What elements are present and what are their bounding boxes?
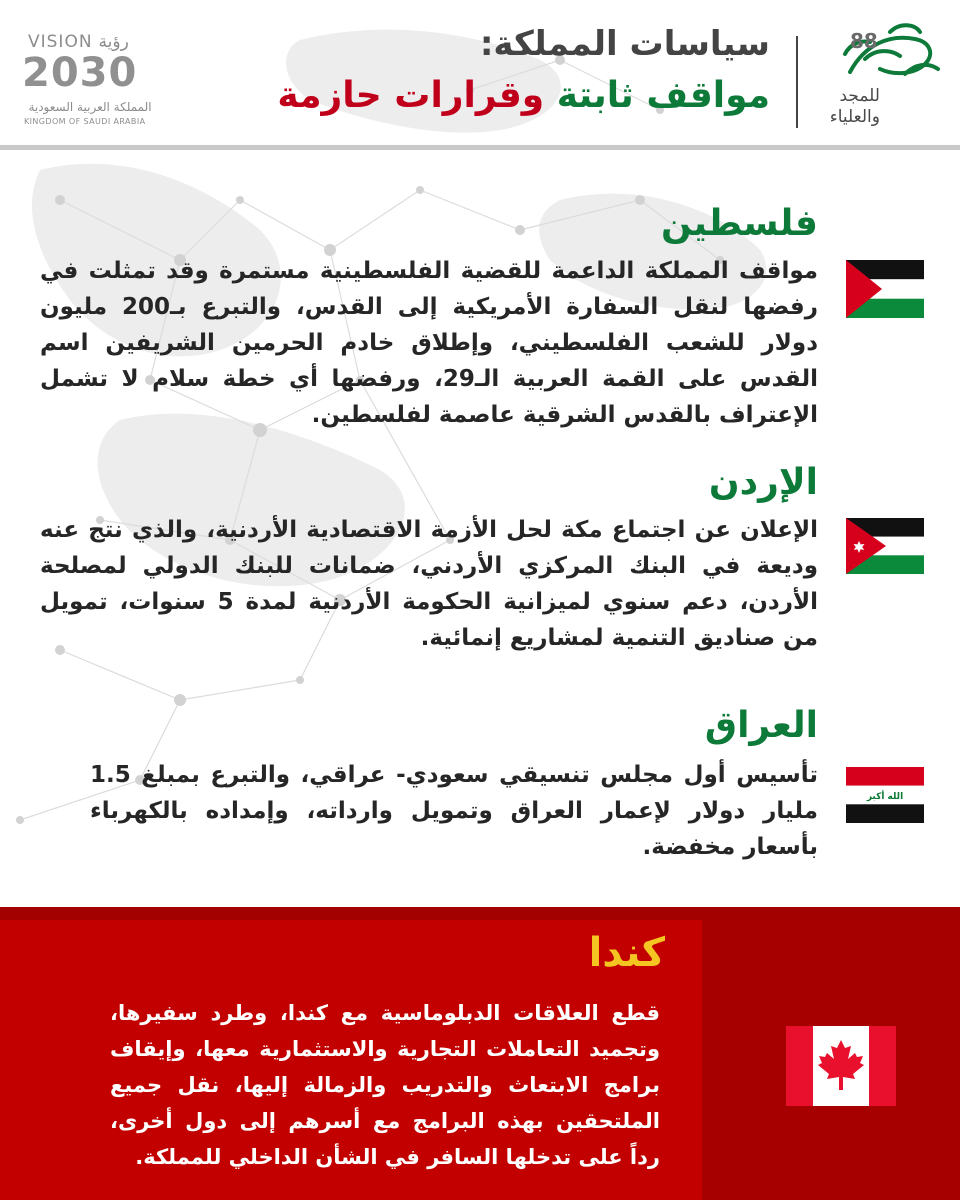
subtitle-red: وقرارات حازمة	[277, 75, 545, 116]
emblem-text-line2: والعلياء	[829, 107, 880, 127]
section-text-canada: قطع العلاقات الدبلوماسية مع كندا، وطرد سفيرها، وتجميد التعاملات التجارية والاستثمارية معها، وإيقاف برامج الابتعاث والتدريب والزمالة إليها، نقل جميع الملتحقين بهذه البرامج مع أسرهم إلى دول أخرى، رداً على تدخلها السافر في الشأن الداخلي للمملكة.	[110, 1001, 660, 1169]
section-title-palestine: فلسطين	[660, 203, 818, 244]
section-title-canada: كندا	[588, 930, 665, 976]
section-text-iraq: تأسيس أول مجلس تنسيقي سعودي- عراقي، والتبرع بمبلغ 1.5 مليار دولار لإعمار العراق وتمويل وارداته، وإمداده بالكهرباء بأسعار مخفضة.	[90, 762, 818, 860]
emblem-text-line1: للمجد	[839, 86, 880, 106]
page-title: سياسات المملكة:	[479, 24, 770, 64]
national-day-emblem	[820, 14, 945, 129]
header	[0, 0, 960, 148]
vision-year: 2030	[22, 50, 138, 96]
emblem-number: 88	[850, 29, 878, 53]
section-jordan	[40, 462, 818, 662]
iraq-flag-takbir: الله أكبر	[866, 792, 904, 802]
vision-latin: VISION	[28, 32, 93, 52]
palestine-flag-icon	[846, 260, 924, 318]
section-text-jordan: الإعلان عن اجتماع مكة لحل الأزمة الاقتصادية الأردنية، والذي نتج عنه وديعة في البنك المركزي الأردني، ضمانات للبنك الدولي لمصلحة الأردن، دعم سنوي لميزانية الحكومة الأردنية لمدة 5 سنوات، تمويل من صناديق التنمية لمشاريع إنمائية.	[40, 517, 818, 651]
section-iraq	[90, 705, 818, 860]
vision-english-sub: KINGDOM OF SAUDI ARABIA	[24, 117, 146, 126]
header-rule	[0, 145, 960, 150]
vision-arabic-sub: المملكة العربية السعودية	[28, 100, 152, 114]
calligraphy-logo-icon	[820, 14, 945, 94]
jordan-flag-icon	[846, 518, 924, 574]
vision-arabic: رؤية	[98, 32, 129, 52]
section-title-jordan: الإردن	[708, 462, 818, 503]
section-title-iraq: العراق	[704, 705, 818, 746]
header-divider	[796, 36, 798, 128]
section-palestine	[40, 203, 818, 443]
subtitle-green: مواقف ثابتة	[556, 75, 770, 116]
vision-2030-logo	[22, 32, 162, 127]
iraq-flag-icon	[846, 767, 924, 823]
page-subtitle	[277, 75, 770, 116]
section-text-palestine: مواقف المملكة الداعمة للقضية الفلسطينية مستمرة وقد تمثلت في رفضها لنقل السفارة الأمريكية إلى القدس، والتبرع بـ200 مليون دولار للشعب الفلسطيني، وإطلاق خادم الحرمين الشريفين اسم القدس على القمة العربية الـ29، ورفضها أي خطة سلام لا تشمل الإعتراف بالقدس الشرقية عاصمة لفلسطين.	[40, 258, 819, 428]
canada-flag-icon	[786, 1026, 896, 1106]
vision-logo-title	[28, 32, 129, 52]
